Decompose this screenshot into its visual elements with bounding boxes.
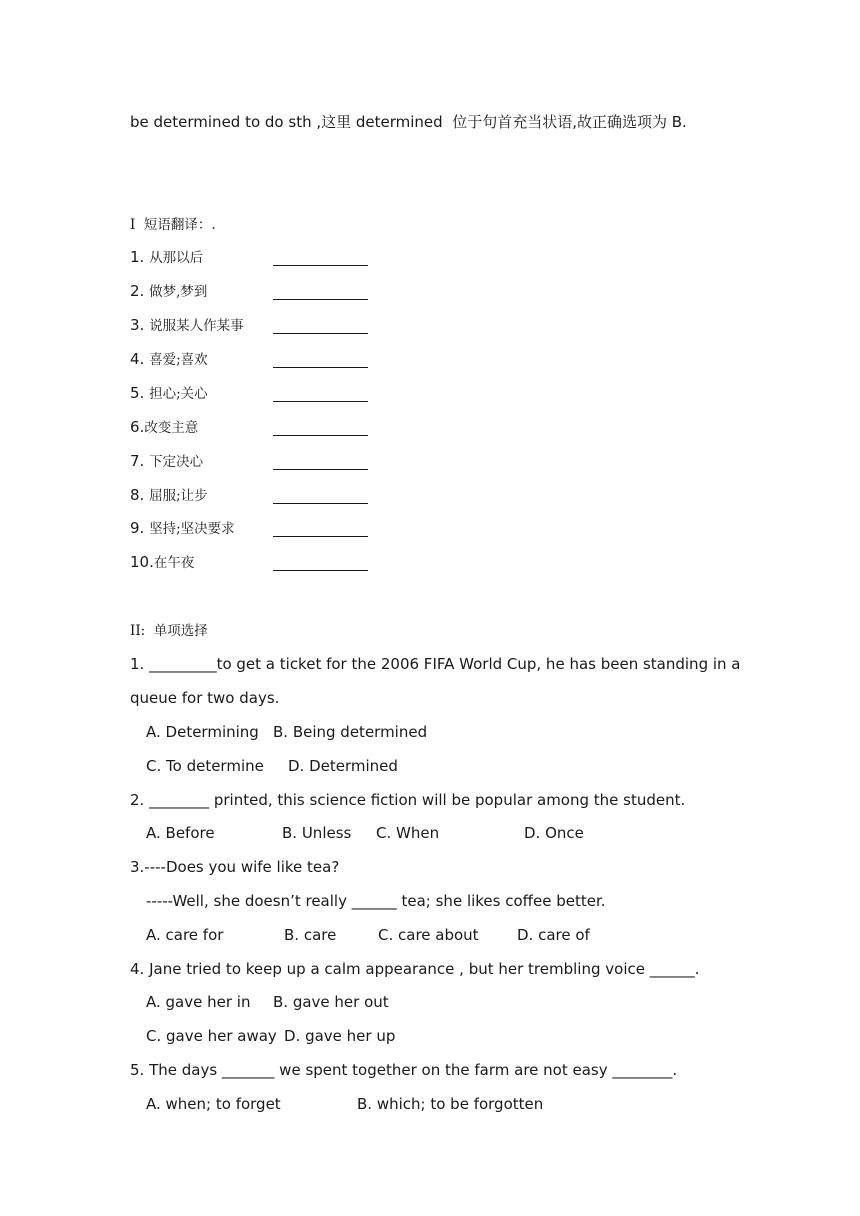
question-1-option-c: C. To determine: [146, 757, 264, 775]
phrase-text: 喜爱;喜欢: [149, 352, 208, 368]
phrase-text: 从那以后: [149, 250, 204, 266]
question-5: 5. The days _______ we spent together on the farm are not easy ________.: [130, 1061, 678, 1079]
phrase-text: 坚持;坚决要求: [149, 521, 235, 537]
phrase-text: 说服某人作某事: [149, 318, 244, 334]
phrase-item-1: [130, 247, 203, 268]
phrase-text: 在午夜: [153, 555, 195, 571]
answer-blank-7: [273, 469, 368, 470]
phrase-num: 2.: [130, 282, 145, 300]
phrase-item-10: [130, 552, 194, 573]
phrase-item-7: [130, 451, 203, 472]
section2-heading-text: II: 单项选择: [130, 623, 208, 639]
intro-line: be determined to do sth ,这里 determined 位于句首充当状语,故正确选项为 B.: [130, 113, 687, 131]
phrase-text: 担心;关心: [149, 386, 208, 402]
question-3-option-d: D. care of: [517, 926, 590, 944]
question-3-option-c: C. care about: [378, 926, 479, 944]
question-1-option-d: D. Determined: [288, 757, 398, 775]
phrase-num: 4.: [130, 350, 145, 368]
phrase-num: 5.: [130, 384, 145, 402]
section1-heading: [130, 214, 216, 235]
question-1-line-2: queue for two days.: [130, 689, 280, 707]
question-4: 4. Jane tried to keep up a calm appearance , but her trembling voice ______.: [130, 960, 700, 978]
phrase-num: 6.: [130, 418, 145, 436]
section2-heading: [130, 620, 208, 641]
question-3-line-2: -----Well, she doesn’t really ______ tea; she likes coffee better.: [146, 892, 606, 910]
phrase-num: 9.: [130, 519, 145, 537]
phrase-item-8: [130, 485, 208, 506]
answer-blank-8: [273, 503, 368, 504]
question-1-option-b: B. Being determined: [273, 723, 428, 741]
answer-blank-1: [273, 265, 368, 266]
phrase-num: 7.: [130, 452, 145, 470]
answer-blank-5: [273, 401, 368, 402]
question-1-line-1: 1. _________to get a ticket for the 2006 FIFA World Cup, he has been standing in a: [130, 655, 741, 673]
phrase-text: 屈服;让步: [149, 488, 208, 504]
answer-blank-10: [273, 570, 368, 571]
question-5-option-a: A. when; to forget: [146, 1095, 281, 1113]
question-5-option-b: B. which; to be forgotten: [357, 1095, 544, 1113]
question-4-option-c: C. gave her away: [146, 1027, 277, 1045]
answer-blank-2: [273, 299, 368, 300]
question-3-option-a: A. care for: [146, 926, 224, 944]
question-1-option-a: A. Determining: [146, 723, 259, 741]
question-3-option-b: B. care: [284, 926, 337, 944]
question-2: 2. ________ printed, this science fiction will be popular among the student.: [130, 791, 686, 809]
phrase-item-2: [130, 281, 207, 302]
phrase-num: 1.: [130, 248, 145, 266]
phrase-text: 做梦,梦到: [149, 284, 208, 300]
question-2-option-d: D. Once: [524, 824, 584, 842]
answer-blank-9: [273, 536, 368, 537]
phrase-item-6: [130, 417, 198, 438]
phrase-text: 改变主意: [144, 420, 199, 436]
question-2-option-b: B. Unless: [282, 824, 352, 842]
phrase-item-9: [130, 518, 235, 539]
section1-heading-text: I 短语翻译：.: [130, 217, 216, 233]
phrase-item-5: [130, 383, 208, 404]
phrase-item-4: [130, 349, 208, 370]
phrase-num: 10.: [130, 553, 154, 571]
question-2-option-a: A. Before: [146, 824, 215, 842]
question-3-line-1: 3.----Does you wife like tea?: [130, 858, 340, 876]
question-4-option-a: A. gave her in: [146, 993, 251, 1011]
question-4-option-d: D. gave her up: [284, 1027, 396, 1045]
answer-blank-6: [273, 435, 368, 436]
answer-blank-3: [273, 333, 368, 334]
question-2-option-c: C. When: [376, 824, 440, 842]
phrase-num: 8.: [130, 486, 145, 504]
question-4-option-b: B. gave her out: [273, 993, 389, 1011]
answer-blank-4: [273, 367, 368, 368]
phrase-text: 下定决心: [149, 454, 204, 470]
phrase-num: 3.: [130, 316, 145, 334]
phrase-item-3: [130, 315, 244, 336]
